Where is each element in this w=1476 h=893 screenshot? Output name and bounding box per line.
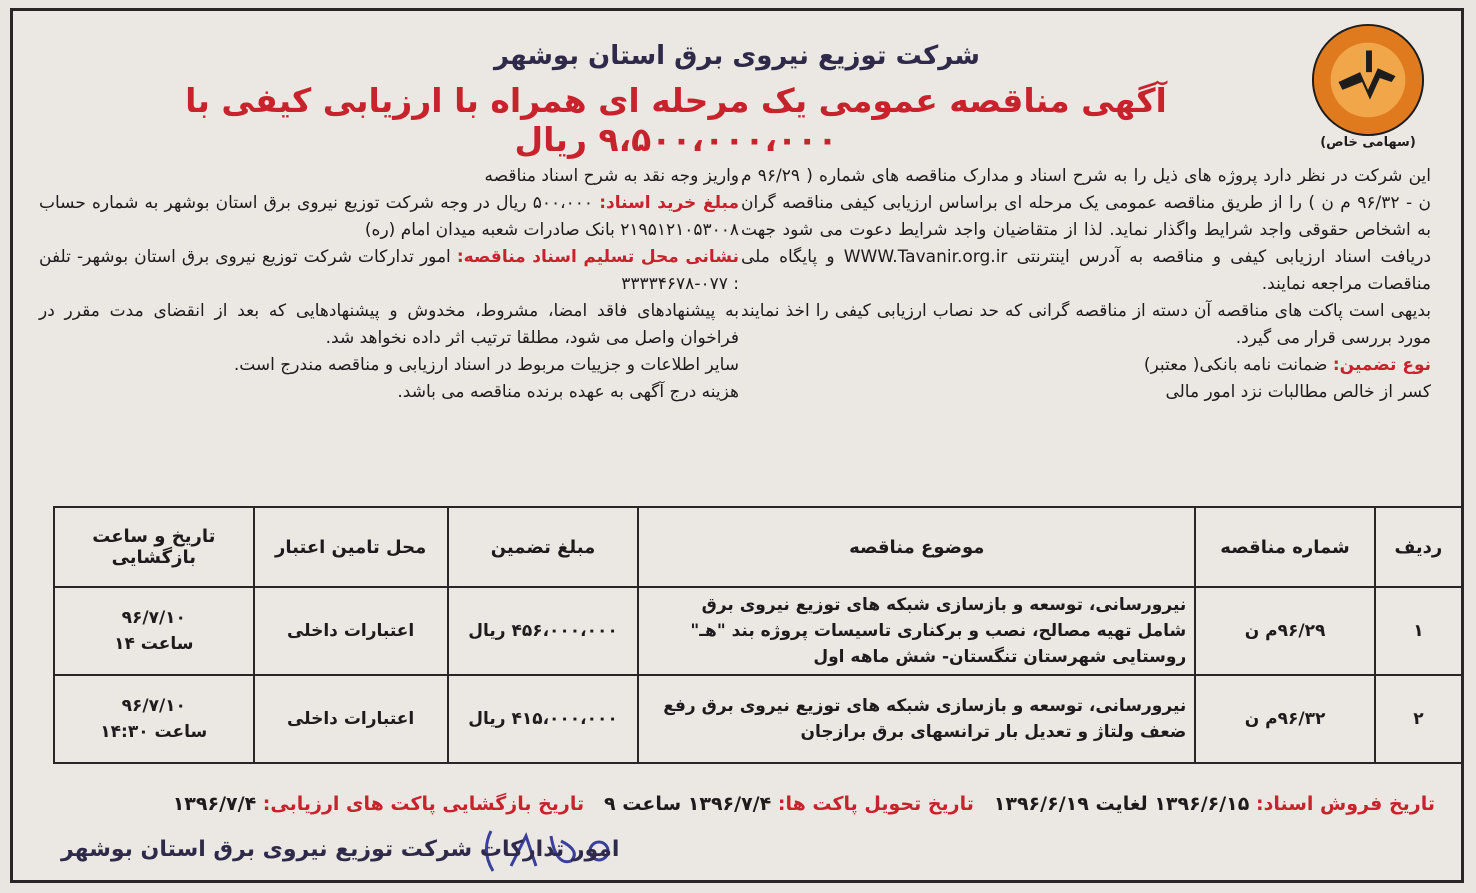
address-value: امور تدارکات شرکت توزیع نیروی برق استان بوشهر- تلفن : ۰۷۷-۳۳۳۳۴۶۷۸ xyxy=(39,247,739,294)
ad-cost-text: هزینه درج آگهی به عهده برنده مناقصه می باشد. xyxy=(397,382,739,402)
delivery-value: ۱۳۹۶/۷/۴ ساعت ۹ xyxy=(604,793,772,815)
advertisement-frame xyxy=(10,8,1464,883)
evaluation-note: بدیهی است پاکت های مناقصه آن دسته از مناقصه گرانی که حد نصاب ارزیابی کیفی را اخذ نمایند مورد بررسی قرار می گیرد. xyxy=(741,301,1431,348)
row-opening-date: ۹۶/۷/۱۰ xyxy=(121,696,186,716)
evaluation-opening-value: ۱۳۹۶/۷/۴ xyxy=(172,793,257,815)
address-label: نشانی محل تسلیم اسناد مناقصه: xyxy=(456,247,739,267)
header-number: شماره مناقصه xyxy=(1195,507,1375,587)
table-header-row xyxy=(54,507,1462,587)
header-subject: موضوع مناقصه xyxy=(638,507,1195,587)
tenders-table xyxy=(53,506,1463,764)
header-funding: محل تامین اعتبار xyxy=(254,507,448,587)
row-radif: ۲ xyxy=(1375,675,1462,763)
guarantee-extra: کسر از خالص مطالبات نزد امور مالی xyxy=(1165,382,1431,402)
row-funding: اعتبارات داخلی xyxy=(254,587,448,675)
row-opening-time: ساعت ۱۴:۳۰ xyxy=(100,722,208,742)
guarantee-value: ضمانت نامه بانکی( معتبر) xyxy=(1143,355,1328,375)
row-opening xyxy=(54,587,254,675)
intro-end-text: و پایگاه ملی مناقصات مراجعه نمایند. xyxy=(741,247,1431,294)
row-opening xyxy=(54,675,254,763)
delivery-label: تاریخ تحویل پاکت ها: xyxy=(777,793,974,815)
intro-text: این شرکت در نظر دارد پروژه های ذیل را به شرح اسناد و مدارک مناقصه های شماره ( ۹۶/۲۹ م ن - ۹۶/۳۲ م ن ) را از طریق مناقصه عمومی یک مرحله ای براساس ارزیابی کیفی مناقصه گران به اشخاص حقوقی واجد شرایط واگذار نماید. لذا از متقاضیان واجد شرایط دعوت می شود جهت دریافت اسناد ارزیابی کیفی و مناقصه به آدرس اینترنتی xyxy=(741,166,1432,267)
row-funding: اعتبارات داخلی xyxy=(254,675,448,763)
header-radif: ردیف xyxy=(1375,507,1462,587)
footer-dates xyxy=(5,793,1435,815)
row-radif: ۱ xyxy=(1375,587,1462,675)
guarantee-label: نوع تضمین: xyxy=(1332,355,1431,375)
left-column xyxy=(39,163,739,406)
table-row xyxy=(54,587,1462,675)
company-name: شرکت توزیع نیروی برق استان بوشهر xyxy=(494,41,980,71)
ad-title: آگهی مناقصه عمومی یک مرحله ای همراه با ارزیابی کیفی با ۹،۵۰۰،۰۰۰،۰۰۰ ریال xyxy=(185,81,1167,159)
signature: امور تدارکات شرکت توزیع نیروی برق استان بوشهر xyxy=(61,837,620,862)
right-column xyxy=(741,163,1431,406)
website-link[interactable]: WWW.Tavanir.org.ir xyxy=(843,247,1008,267)
row-amount: ۴۱۵،۰۰۰،۰۰۰ ریال xyxy=(448,675,639,763)
logo-caption: (سهامی خاص) xyxy=(1320,135,1416,150)
header-opening: تاریخ و ساعت بازگشایی xyxy=(54,507,254,587)
sale-value: ۱۳۹۶/۶/۱۵ لغایت ۱۳۹۶/۶/۱۹ xyxy=(993,793,1250,815)
more-info-text: سایر اطلاعات و جزییات مربوط در اسناد ارزیابی و مناقصه مندرج است. xyxy=(233,355,739,375)
row-amount: ۴۵۶،۰۰۰،۰۰۰ ریال xyxy=(448,587,639,675)
evaluation-opening-label: تاریخ بازگشایی پاکت های ارزیابی: xyxy=(262,793,585,815)
row-number: ۹۶/۳۲م ن xyxy=(1195,675,1375,763)
row-subject: نیرورسانی، توسعه و بازسازی شبکه های توزیع نیروی برق شامل تهیه مصالح، نصب و برکناری تاسیسات پروژه بند "هـ" روستایی شهرستان تنگستان- شش ماهه اول xyxy=(638,587,1195,675)
company-logo-icon xyxy=(1309,21,1427,139)
table-row xyxy=(54,675,1462,763)
conditions-text: به پیشنهادهای فاقد امضا، مشروط، مخدوش و پیشنهادهایی که بعد از انقضای مدت مقرر در فراخوان واصل می شود، مطلقا ترتیب اثر داده نخواهد شد. xyxy=(39,301,739,348)
sale-label: تاریخ فروش اسناد: xyxy=(1256,793,1435,815)
row-number: ۹۶/۲۹م ن xyxy=(1195,587,1375,675)
header-amount: مبلغ تضمین xyxy=(448,507,639,587)
row-opening-time: ساعت ۱۴ xyxy=(114,634,194,654)
row-opening-date: ۹۶/۷/۱۰ xyxy=(121,608,186,628)
price-label: مبلغ خرید اسناد: xyxy=(599,193,740,213)
price-value: ۵۰۰،۰۰۰ ریال در وجه شرکت توزیع نیروی برق استان بوشهر به شماره حساب ۲۱۹۵۱۲۱۰۵۳۰۰۸ بانک صادرات شعبه میدان امام (ره) xyxy=(39,193,739,240)
deposit-text: واریز وجه نقد به شرح اسناد مناقصه xyxy=(484,166,739,186)
row-subject: نیرورسانی، توسعه و بازسازی شبکه های توزیع نیروی برق رفع ضعف ولتاژ و تعدیل بار ترانسهای برق برازجان xyxy=(638,675,1195,763)
